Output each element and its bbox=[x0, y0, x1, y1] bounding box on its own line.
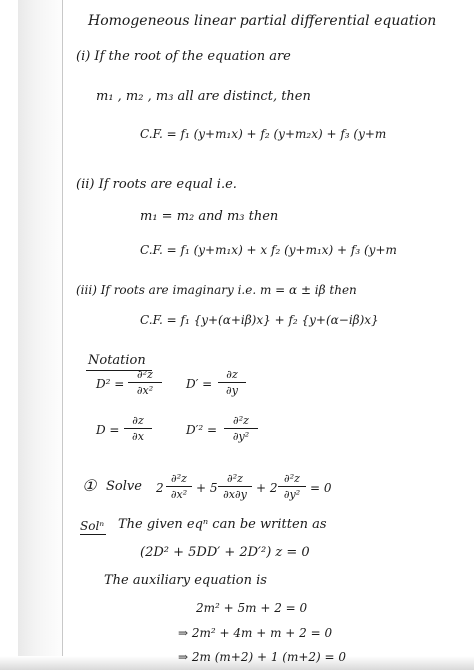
case1-cf: C.F. = f₁ (y+m₁x) + f₂ (y+m₂x) + f₃ (y+m bbox=[140, 127, 387, 141]
term3-numerator: ∂²z bbox=[284, 472, 300, 485]
solution-line-1: The given eqⁿ can be written as bbox=[118, 517, 327, 532]
fraction-bar bbox=[218, 382, 246, 383]
term2-numerator: ∂²z bbox=[227, 472, 243, 485]
notation-d2-fraction bbox=[128, 368, 162, 397]
notation-dprime-denominator: ∂y bbox=[226, 384, 238, 397]
case1-heading: (i) If the root of the equation are bbox=[76, 49, 291, 64]
solution-label: Solⁿ bbox=[80, 519, 105, 533]
margin-rule bbox=[62, 0, 63, 670]
fraction-bar bbox=[224, 428, 258, 429]
notation-heading: Notation bbox=[88, 353, 146, 368]
term1-fraction bbox=[166, 472, 192, 501]
case2-cf: C.F. = f₁ (y+m₁x) + x f₂ (y+m₁x) + f₃ (y+m bbox=[140, 243, 397, 257]
page-title: Homogeneous linear partial differential equation bbox=[88, 13, 437, 29]
notation-d2-numerator: ∂²z bbox=[137, 368, 153, 381]
term1-denominator: ∂x² bbox=[170, 488, 188, 501]
solution-line-2: (2D² + 5DD′ + 2D′²) z = 0 bbox=[140, 545, 310, 560]
case2-condition: m₁ = m₂ and m₃ then bbox=[140, 209, 279, 224]
term1-coefficient: 2 bbox=[156, 481, 164, 495]
term3-coefficient: + 2 bbox=[256, 481, 278, 495]
case3-heading: (iii) If roots are imaginary i.e. m = α ± iβ then bbox=[76, 283, 357, 297]
case3-cf: C.F. = f₁ {y+(α+iβ)x} + f₂ {y+(α−iβ)x} bbox=[140, 313, 379, 327]
notation-d2-label: D² = bbox=[96, 377, 125, 391]
notation-dprime2-numerator: ∂²z bbox=[233, 414, 249, 427]
term2-fraction bbox=[218, 472, 252, 501]
binding-margin bbox=[18, 0, 62, 670]
notation-d2-denominator: ∂x² bbox=[136, 384, 154, 397]
notation-dprime-fraction bbox=[218, 368, 246, 397]
notation-d-numerator: ∂z bbox=[132, 414, 144, 427]
notation-dprime-numerator: ∂z bbox=[226, 368, 238, 381]
case2-heading: (ii) If roots are equal i.e. bbox=[76, 177, 237, 192]
solution-line-5: ⇒ 2m² + 4m + m + 2 = 0 bbox=[178, 626, 333, 640]
notation-dprime2-fraction bbox=[224, 414, 258, 443]
fraction-bar bbox=[218, 486, 252, 487]
fraction-bar bbox=[124, 428, 152, 429]
solution-line-6: ⇒ 2m (m+2) + 1 (m+2) = 0 bbox=[178, 650, 347, 664]
equation-rhs: = 0 bbox=[310, 481, 332, 495]
notation-d-label: D = bbox=[96, 423, 120, 437]
problem-number: ① bbox=[82, 476, 97, 495]
notation-dprime2-denominator: ∂y² bbox=[232, 430, 250, 443]
fraction-bar bbox=[278, 486, 306, 487]
term3-fraction bbox=[278, 472, 306, 501]
fraction-bar bbox=[166, 486, 192, 487]
term1-numerator: ∂²z bbox=[171, 472, 187, 485]
fraction-bar bbox=[128, 382, 162, 383]
term2-coefficient: + 5 bbox=[196, 481, 218, 495]
term2-denominator: ∂x∂y bbox=[223, 488, 247, 501]
notation-dprime2-label: D′² = bbox=[186, 423, 218, 437]
case1-roots: m₁ , m₂ , m₃ all are distinct, then bbox=[96, 89, 311, 104]
notation-d-fraction bbox=[124, 414, 152, 443]
solution-line-4: 2m² + 5m + 2 = 0 bbox=[196, 601, 308, 615]
notation-d-denominator: ∂x bbox=[132, 430, 144, 443]
problem-solve-word: Solve bbox=[106, 479, 142, 494]
term3-denominator: ∂y² bbox=[283, 488, 301, 501]
solution-line-3: The auxiliary equation is bbox=[104, 573, 267, 588]
solution-underline bbox=[80, 534, 106, 535]
notation-dprime-label: D′ = bbox=[186, 377, 213, 391]
